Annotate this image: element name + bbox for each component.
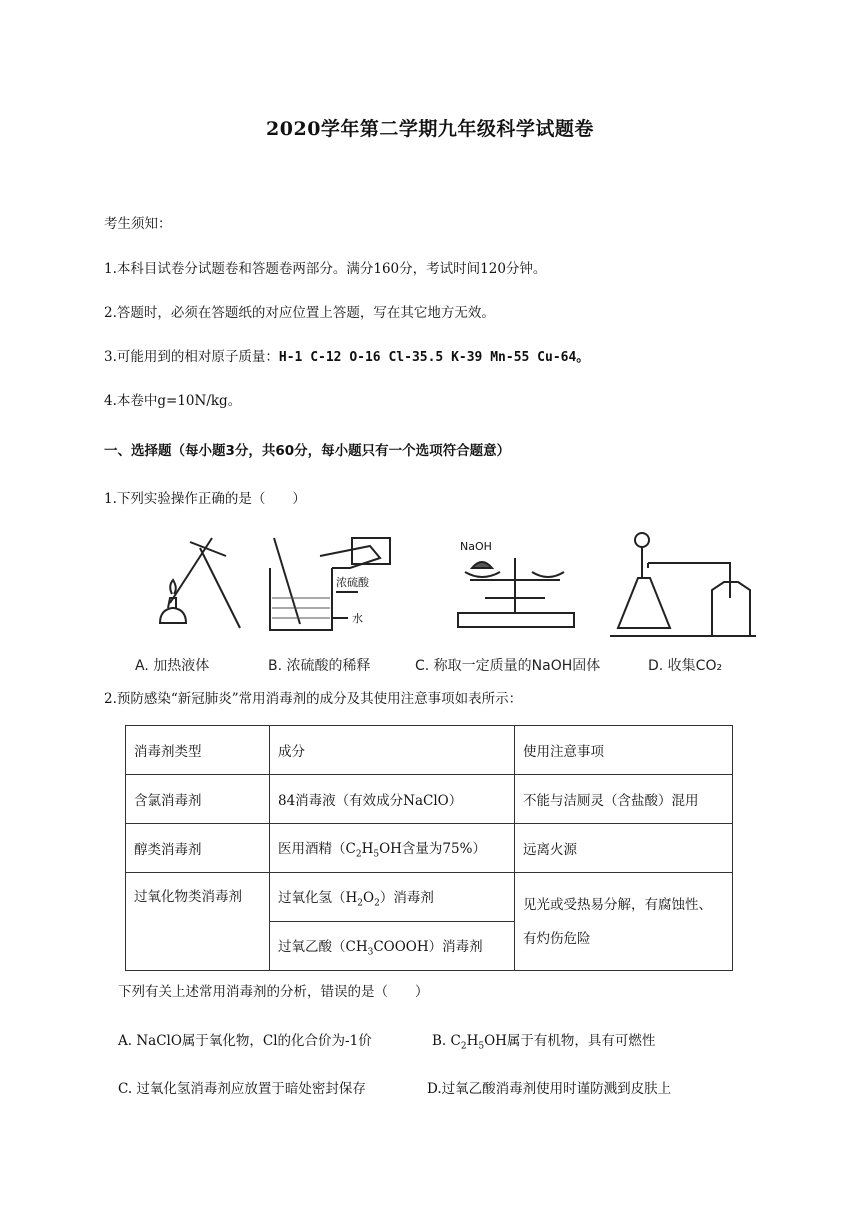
- header-notes: 使用注意事项: [515, 726, 733, 775]
- atomic-masses: H-1 C-12 O-16 Cl-35.5 K-39 Mn-55 Cu-64。: [278, 350, 590, 365]
- notice-item-2: 2.答题时，必须在答题纸的对应位置上答题，写在其它地方无效。: [104, 305, 495, 321]
- header-type: 消毒剂类型: [126, 726, 270, 775]
- q2-option-b: B. $C_2H_5OH$属于有机物，具有可燃性: [432, 1033, 656, 1052]
- figure-b-dilution-icon: [270, 538, 390, 630]
- cell-note: 不能与洁厕灵（含盐酸）混用: [515, 775, 733, 824]
- q2-stem: 2.预防感染“新冠肺炎”常用消毒剂的成分及其使用注意事项如表所示：: [104, 691, 523, 707]
- notice-item-3-label: 3.可能用到的相对原子质量：: [104, 349, 279, 365]
- notice-item-1: 1.本科目试卷分试题卷和答题卷两部分。满分160分，考试时间120分钟。: [104, 261, 547, 277]
- q1-apparatus-figure: [140, 528, 760, 648]
- cell-component: 84消毒液（有效成分NaClO）: [270, 775, 515, 824]
- cell-component: 医用酒精（$C_2H_5OH$含量为75%）: [270, 824, 515, 873]
- cell-type: 醇类消毒剂: [126, 824, 270, 873]
- naoh-label: NaOH: [460, 540, 492, 553]
- cell-note: 远离火源: [515, 824, 733, 873]
- table-row: [126, 775, 733, 824]
- cell-component: 过氧化氢$(H_2O_2)$消毒剂: [270, 873, 515, 922]
- notice-heading: 考生须知：: [104, 216, 172, 232]
- q2-option-d: D.过氧乙酸消毒剂使用时谨防溅到皮肤上: [427, 1081, 672, 1097]
- q2-question: 下列有关上述常用消毒剂的分析，错误的是（ ）: [118, 984, 429, 1000]
- figure-d-gas-collection-icon: [610, 533, 756, 636]
- table-row: [126, 824, 733, 873]
- table-row: [126, 873, 733, 922]
- acid-label: 浓硫酸: [336, 576, 369, 589]
- water-label: 水: [352, 612, 363, 625]
- disinfectant-table: [125, 725, 733, 971]
- q2-option-c: C. 过氧化氢消毒剂应放置于暗处密封保存: [118, 1081, 366, 1097]
- notice-item-4: 4.本卷中g=10N/kg。: [104, 393, 242, 409]
- header-component: 成分: [270, 726, 515, 775]
- q2-option-a: A. NaClO属于氧化物，Cl的化合价为-1价: [118, 1033, 372, 1049]
- cell-type: 含氯消毒剂: [126, 775, 270, 824]
- q1-stem: 1.下列实验操作正确的是（ ）: [104, 491, 306, 507]
- cell-note: 见光或受热易分解，有腐蚀性、有灼伤危险: [515, 873, 733, 971]
- page-title: 2020学年第二学期九年级科学试题卷: [266, 118, 594, 140]
- cell-type: 过氧化物类消毒剂: [126, 873, 270, 971]
- q1-caption-d: D. 收集CO₂: [648, 658, 723, 674]
- figure-a-heating-icon: [160, 538, 240, 628]
- q1-caption-a: A. 加热液体: [135, 658, 210, 674]
- section-heading: 一、选择题（每小题3分，共60分，每小题只有一个选项符合题意）: [104, 443, 511, 459]
- q1-caption-b: B. 浓硫酸的稀释: [268, 658, 371, 674]
- cell-component: 过氧乙酸$(CH_3COOOH)$消毒剂: [270, 922, 515, 971]
- notice-item-3: [104, 345, 589, 365]
- table-row: [126, 726, 733, 775]
- q1-caption-c: C. 称取一定质量的NaOH固体: [415, 658, 601, 674]
